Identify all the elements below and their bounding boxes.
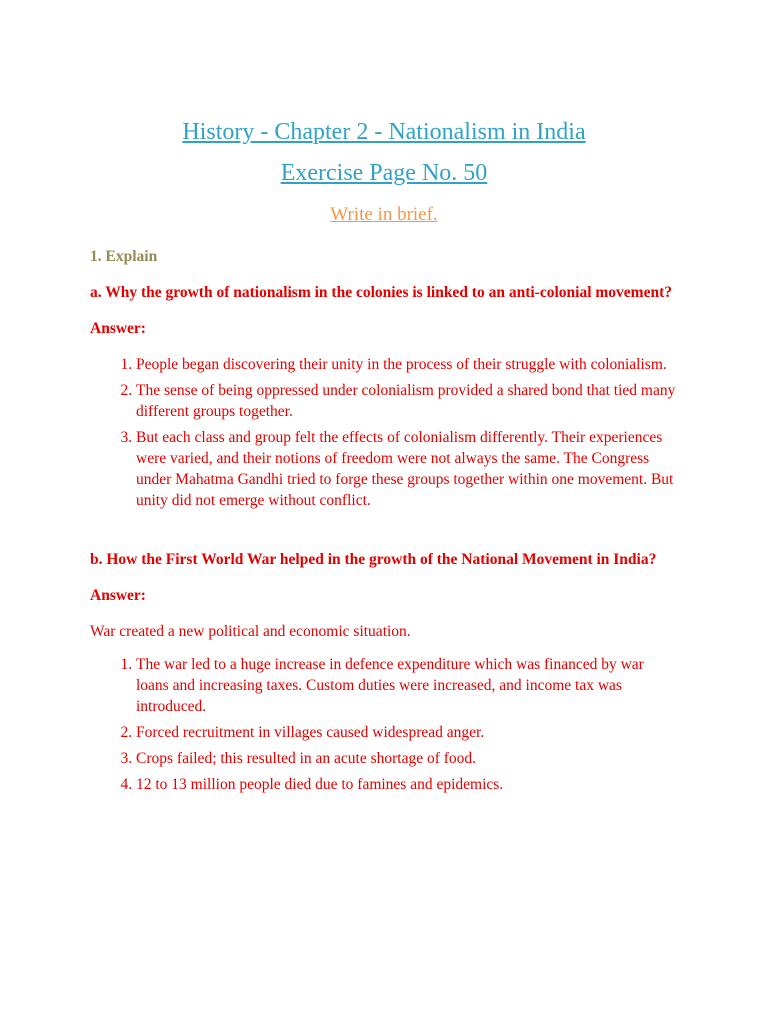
- document-body: [90, 246, 680, 800]
- question-b: b. How the First World War helped in the growth of the National Movement in India?: [90, 551, 657, 568]
- explain-label: 1. Explain: [90, 248, 158, 265]
- list-item: 4. 12 to 13 million people died due to famines and epidemics.: [136, 774, 680, 795]
- answer-b-label: Answer:: [90, 587, 146, 604]
- list-item: 1. The war led to a huge increase in defence expenditure which was financed by war loans and increasing taxes. Custom duties were increased, and income tax was introduced.: [136, 654, 680, 717]
- answer-b-intro: War created a new political and economic situation.: [90, 623, 411, 640]
- list-item: 3. Crops failed; this resulted in an acute shortage of food.: [136, 748, 680, 769]
- exercise-page-heading: Exercise Page No. 50: [280, 160, 488, 186]
- section-heading: Write in brief.: [330, 204, 438, 225]
- list-item: 3. But each class and group felt the effects of colonialism differently. Their experiences were varied, and their notions of freedom were not always the same. The Congress under Mahatma Gandhi tried to forge these groups together within one movement. But unity did not emerge without conflict.: [136, 427, 680, 511]
- question-a: a. Why the growth of nationalism in the colonies is linked to an anti-colonial movement?: [90, 284, 672, 301]
- list-item: 2. The sense of being oppressed under colonialism provided a shared bond that tied many different groups together.: [136, 380, 680, 422]
- chapter-title: History - Chapter 2 - Nationalism in India: [182, 119, 586, 145]
- list-item: 1. People began discovering their unity in the process of their struggle with colonialism.: [136, 354, 680, 375]
- answer-b-list: [90, 654, 680, 795]
- answer-a-list: [90, 354, 680, 511]
- list-item: 2. Forced recruitment in villages caused widespread anger.: [136, 722, 680, 743]
- answer-a-label: Answer:: [90, 320, 146, 337]
- spacer: [90, 516, 680, 549]
